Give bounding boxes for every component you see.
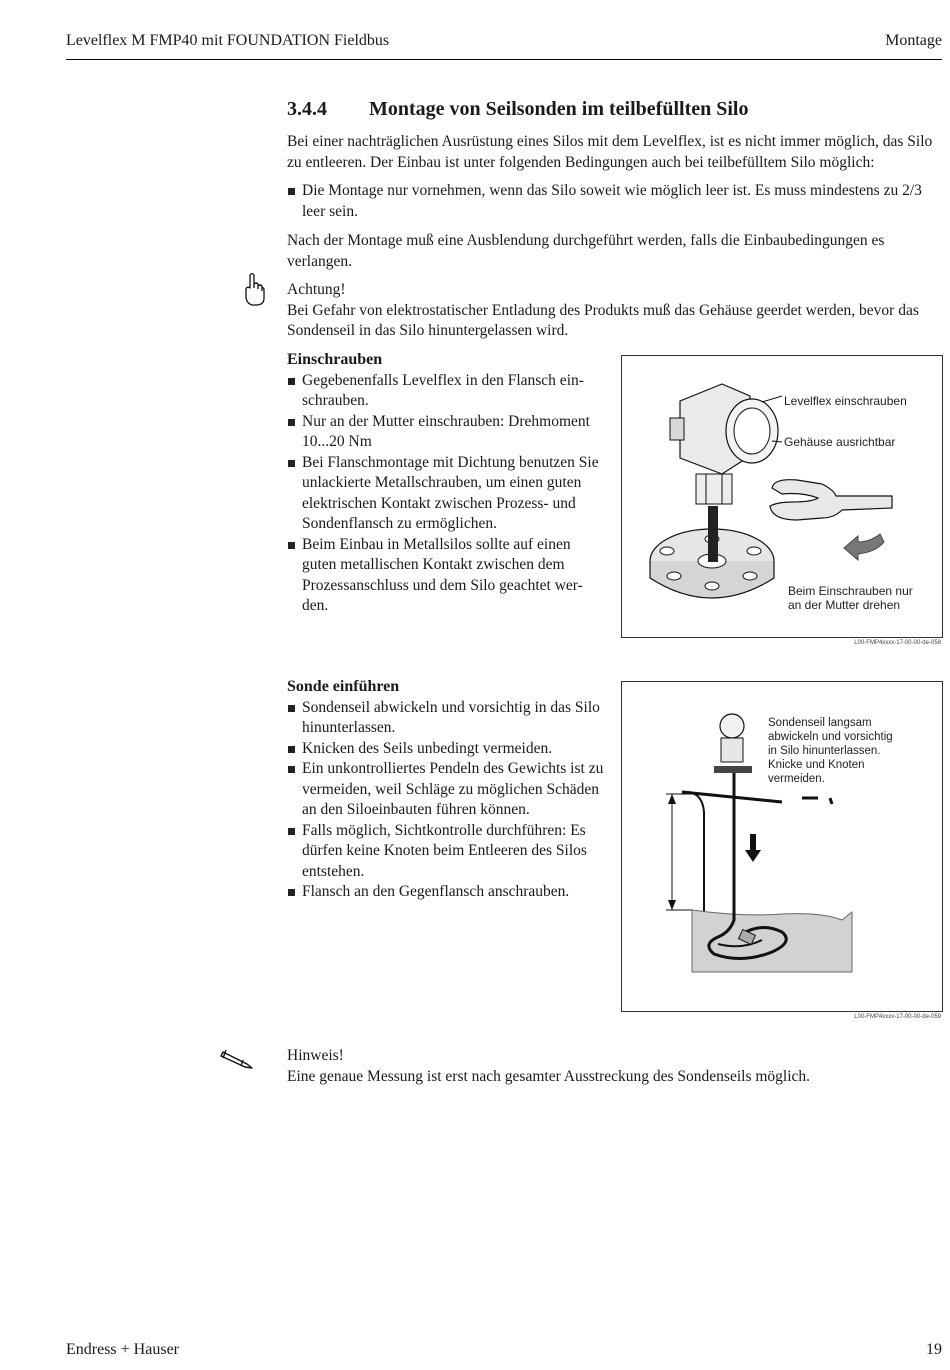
list-item: Beim Einbau in Metallsilos sollte auf einen guten metallischen Kontakt zwischen dem Prozessanschluss und dem Silo geachtet wer-den. [287, 535, 607, 617]
section-heading [287, 98, 748, 121]
list-item: Die Montage nur vornehmen, wenn das Silo soweit wie möglich leer ist. Es muss mindestens zu 2/3 leer sein. [287, 181, 943, 222]
figure-sonde [621, 681, 943, 1012]
after-mount-paragraph: Nach der Montage muß eine Ausblendung durchgeführt werden, falls die Einbaubedingungen es verlangen. [287, 232, 885, 270]
einschrauben-title: Einschrauben [287, 351, 383, 368]
einschrauben-block [287, 350, 607, 617]
header-rule [66, 59, 942, 60]
list-item: Knicken des Seils unbedingt vermeiden. [287, 739, 609, 760]
section-title: Montage von Seilsonden im teilbefüllten Silo [369, 98, 749, 120]
caution-title: Achtung! [287, 281, 346, 298]
list-item: Flansch an den Gegenflansch anschrauben. [287, 882, 609, 903]
page-number: 19 [926, 1341, 942, 1358]
header-section: Montage [885, 32, 942, 49]
fig2-label-1: Sondenseil langsam [768, 717, 872, 729]
figure-id: L00-FMP4xxxx-17-00-00-de-058 [854, 640, 941, 646]
hint-title: Hinweis! [287, 1047, 344, 1064]
fig2-label-3: in Silo hinunterlassen. [768, 745, 881, 757]
hint-text: Eine genaue Messung ist erst nach gesamter Ausstreckung des Sondenseils möglich. [287, 1067, 811, 1085]
sonde-list [287, 698, 609, 903]
page-header [66, 32, 942, 54]
fig1-label-3: Beim Einschrauben nur [788, 584, 913, 598]
pencil-icon [219, 1046, 259, 1072]
fig2-label-2: abwickeln und vorsichtig [768, 731, 893, 743]
fig2-label-4: Knicke und Knoten [768, 759, 865, 771]
hint-block [287, 1046, 943, 1087]
intro-paragraph: Bei einer nachträglichen Ausrüstung eines Silos mit dem Levelflex, ist es nicht immer möglich, das Silo zu entleeren. Der Einbau ist unter folgenden Bedingungen auch bei teilbefülltem Silo möglich: [287, 133, 933, 171]
fig1-label-4: an der Mutter drehen [788, 598, 901, 612]
fig2-label-5: vermeiden. [768, 773, 825, 785]
pointing-hand-icon [242, 272, 266, 308]
list-item: Falls möglich, Sichtkontrolle durchführen: Es dürfen keine Knoten beim Entleeren des Silos entstehen. [287, 821, 609, 883]
list-item: Gegebenenfalls Levelflex in den Flansch ein-schrauben. [287, 371, 607, 412]
fig1-label-2: Gehäuse ausrichtbar [784, 435, 896, 449]
intro-bullet-list [287, 181, 943, 222]
header-title: Levelflex M FMP40 mit FOUNDATION Fieldbus [66, 32, 390, 49]
list-item: Sondenseil abwickeln und vorsichtig in das Silo hinunterlassen. [287, 698, 609, 739]
list-item: Bei Flanschmontage mit Dichtung benutzen Sie unlackierte Metallschrauben, um einen guten elektrischen Kontakt zwischen Prozess- und Sondenflansch zu ermöglichen. [287, 453, 607, 535]
fig1-label-1: Levelflex einschrauben [784, 394, 907, 408]
caution-text: Bei Gefahr von elektrostatischer Entladung des Produkts muß das Gehäuse geerdet werden, bevor das Sondenseil in das Silo hinuntergelassen wird. [287, 301, 919, 339]
caution-block [287, 280, 943, 342]
list-item: Nur an der Mutter einschrauben: Drehmoment 10...20 Nm [287, 412, 607, 453]
sonde-block [287, 677, 609, 903]
figure-einschrauben [621, 355, 943, 638]
figure-id: L00-FMP4xxxx-17-00-00-de-059 [854, 1014, 941, 1020]
section-number: 3.4.4 [287, 98, 327, 120]
list-item: Ein unkontrolliertes Pendeln des Gewichts ist zu vermeiden, weil Schläge zu möglichen Schäden an den Siloeinbauten führen können. [287, 759, 609, 821]
footer-brand: Endress + Hauser [66, 1341, 179, 1358]
einschrauben-list [287, 371, 607, 617]
sonde-title: Sonde einführen [287, 678, 400, 695]
